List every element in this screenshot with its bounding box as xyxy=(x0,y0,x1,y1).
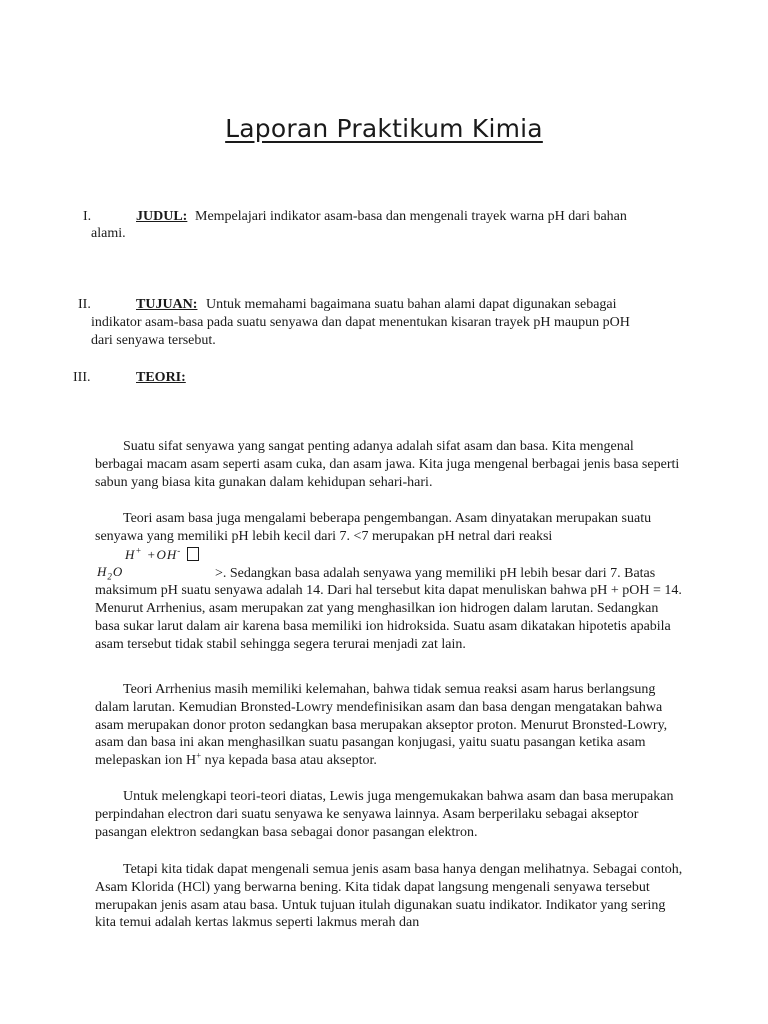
theory-paragraph xyxy=(95,681,685,770)
paragraph-text: Tetapi kita tidak dapat mengenali semua jenis asam basa hanya dengan melihatnya. Sebagai contoh, Asam Klorida (HCl) yang berwarna bening. Kita tidak dapat langsung mengenali senyawa tersebut merupakan jenis asam atau basa. Untuk tujuan itulah digunakan suatu indikator. Indikator yang sering kita temui adalah kertas lakmus seperti lakmus merah dan xyxy=(95,862,683,931)
paragraph-text xyxy=(95,510,685,653)
paragraph-text-part: >. Sedangkan basa adalah senyawa yang memiliki pH lebih besar dari 7. Batas maksimum pH suatu senyawa adalah 14. Dari hal tersebut kita dapat menuliskan bahwa pH + pOH = 14. Menurut Arrhenius, asam merupakan zat yang menghasilkan ion hidrogen dalam larutan. Sedangkan basa sukar larut dalam air karena basa memiliki ion hidroksida. Suatu asam dikatakan hipotetis apabila asam tersebut tidak stabil sehingga segera terurai menjadi zat lain. xyxy=(95,565,682,652)
formula-h: H xyxy=(125,546,136,562)
theory-paragraph xyxy=(95,510,685,653)
formula-o: O xyxy=(112,564,124,580)
section-label: JUDUL: xyxy=(136,209,188,224)
paragraph-text-part: Teori asam basa juga mengalami beberapa pengembangan. Asam dinyatakan merupakan suatu senyawa yang memiliki pH lebih kecil dari 7. <7 merupakan pH netral dari reaksi xyxy=(95,511,652,544)
paragraph-text xyxy=(95,681,685,770)
section-text-line: Mempelajari indikator asam-basa dan mengenali trayek warna pH dari bahan xyxy=(195,209,627,224)
theory-paragraph xyxy=(95,438,685,491)
section-label: TEORI: xyxy=(136,370,186,385)
section-text-line: alami. xyxy=(91,226,126,241)
superscript-plus: + xyxy=(196,750,202,761)
document-title: Laporan Praktikum Kimia xyxy=(225,114,543,143)
section-text-line: Untuk memahami bagaimana suatu bahan alami dapat digunakan sebagai xyxy=(206,297,617,312)
theory-paragraph xyxy=(95,788,685,841)
section-text-line: dari senyawa tersebut. xyxy=(91,333,216,348)
section-number: III. xyxy=(73,370,91,385)
paragraph-text: Untuk melengkapi teori-teori diatas, Lewis juga mengemukakan bahwa asam dan basa merupakan perpindahan electron dari suatu senyawa ke senyawa lainnya. Asam berperilaku sebagai akseptor pasangan elektron sedangkan basa sebagai donor pasangan elektron. xyxy=(95,789,674,840)
formula-oh: +OH xyxy=(142,546,178,562)
paragraph-text-part: nya kepada basa atau akseptor. xyxy=(201,753,377,769)
paragraph-text-part: Teori Arrhenius masih memiliki kelemahan, bahwa tidak semua reaksi asam harus berlangsung dalam larutan. Kemudian Bronsted-Lowry mendefinisikan asam dan basa dengan mengatakan bahwa asam merupakan donor proton sedangkan basa merupakan akseptor proton. Menurut Bronsted-Lowry, asam dan basa ini akan menghasilkan suatu pasangan konjugasi, yaitu suatu pasangan ketika asam melepaskan ion H xyxy=(95,682,668,769)
theory-paragraph xyxy=(95,861,685,932)
section-label: TUJUAN: xyxy=(136,297,198,312)
section-number: II. xyxy=(78,297,91,312)
section-text-line: indikator asam-basa pada suatu senyawa dan dapat menentukan kisaran trayek pH maupun pOH xyxy=(91,315,630,330)
formula-h2: H xyxy=(97,564,108,580)
reaction-formula: $H^+ +OH^-H_2O$ xyxy=(95,546,215,582)
paragraph-text: Suatu sifat senyawa yang sangat penting adanya adalah sifat asam dan basa. Kita mengenal berbagai macam asam seperti asam cuka, dan asam jawa. Kita juga mengenal berbagai jenis basa seperti sabun yang biasa kita gunakan dalam kehidupan sehari-hari. xyxy=(95,439,680,490)
reaction-arrow-icon xyxy=(187,547,199,561)
section-number: I. xyxy=(83,209,92,224)
